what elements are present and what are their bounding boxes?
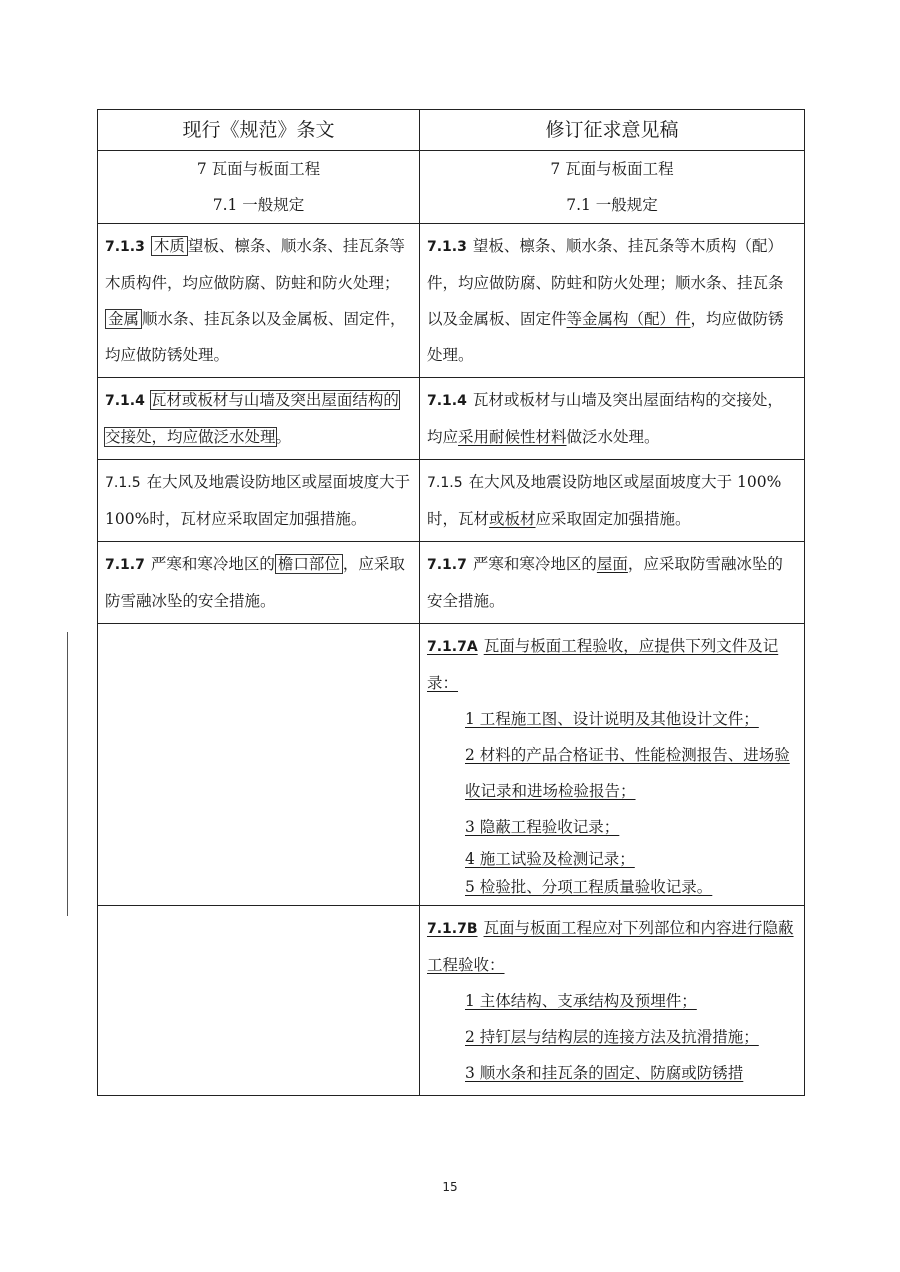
clause-row-7-1-4 bbox=[98, 378, 805, 460]
clause-text: ，应采取防雪融冰坠的安全措施。 bbox=[427, 555, 783, 610]
clause-7-1-3-revised bbox=[420, 224, 805, 378]
clause-text: 望板、檩条、顺水条、挂瓦条等木质构件，均应做防腐、防蛀和防火处理； bbox=[105, 237, 405, 292]
clause-7-1-4-current bbox=[98, 378, 420, 460]
clause-row-7-1-7 bbox=[98, 542, 805, 624]
clause-text: 严寒和寒冷地区的 bbox=[472, 555, 597, 573]
clause-number: 7.1.7A bbox=[427, 639, 478, 655]
clause-text: 。 bbox=[275, 428, 292, 446]
header-row bbox=[98, 110, 805, 151]
subsection-title-right: 7.1 一般规定 bbox=[566, 196, 658, 214]
boxed-text: 木质 bbox=[151, 236, 188, 256]
clause-7-1-3-current bbox=[98, 224, 420, 378]
boxed-text: 瓦材或板材与山墙及突出屋面结构的交接处，均应做泛水处理 bbox=[105, 391, 399, 446]
clause-number: 7.1.3 bbox=[427, 239, 467, 255]
clause-text: 顺水条、挂瓦条以及金属板、固定件，均应做防锈处理。 bbox=[105, 310, 406, 364]
clause-number: 7.1.5 bbox=[427, 475, 463, 491]
clause-row-7-1-5 bbox=[98, 460, 805, 542]
clause-intro: 瓦面与板面工程验收，应提供下列文件及记录： bbox=[427, 637, 779, 692]
clause-number: 7.1.4 bbox=[427, 393, 467, 409]
margin-change-bar bbox=[67, 632, 68, 916]
header-revised-draft: 修订征求意见稿 bbox=[420, 110, 805, 151]
clause-text: 在大风及地震设防地区或屋面坡度大于 100%时，瓦材 bbox=[427, 473, 782, 528]
list-item: 1 工程施工图、设计说明及其他设计文件； bbox=[465, 710, 759, 728]
clause-7-1-5-current bbox=[98, 460, 420, 542]
section-left bbox=[98, 151, 420, 224]
clause-7-1-7a-revised bbox=[420, 624, 805, 906]
section-right bbox=[420, 151, 805, 224]
list-item: 5 检验批、分项工程质量验收记录。 bbox=[465, 878, 713, 896]
underlined-revision: 或板材 bbox=[489, 510, 536, 528]
clause-text: 在大风及地震设防地区或屋面坡度大于 100%时，瓦材应采取固定加强措施。 bbox=[105, 473, 411, 528]
list-item: 3 顺水条和挂瓦条的固定、防腐或防锈措 bbox=[465, 1064, 744, 1082]
clause-7-1-7-current bbox=[98, 542, 420, 624]
clause-text: 瓦材或板材与山墙及突出屋面结构的交接处，均应 bbox=[427, 391, 783, 446]
list-item: 2 持钉层与结构层的连接方法及抗滑措施； bbox=[465, 1028, 759, 1046]
clause-text: 应采取固定加强措施。 bbox=[535, 510, 691, 528]
clause-row-7-1-3 bbox=[98, 224, 805, 378]
clause-text: ，均应做防锈处理。 bbox=[427, 310, 784, 364]
clause-7-1-7b-current-empty bbox=[98, 906, 420, 1096]
clause-number: 7.1.7 bbox=[105, 557, 145, 573]
clause-text: 做泛水处理。 bbox=[566, 428, 660, 446]
boxed-text: 檐口部位 bbox=[275, 554, 343, 574]
chapter-title-right: 7 瓦面与板面工程 bbox=[550, 160, 674, 178]
clause-7-1-7-revised bbox=[420, 542, 805, 624]
underlined-revision: 采用耐候性材料 bbox=[458, 428, 567, 446]
clause-text: 严寒和寒冷地区的 bbox=[150, 555, 275, 573]
clause-7-1-7b-revised bbox=[420, 906, 805, 1096]
list-item: 2 材料的产品合格证书、性能检测报告、进场验收记录和进场检验报告； bbox=[465, 746, 790, 800]
clause-intro: 瓦面与板面工程应对下列部位和内容进行隐蔽工程验收： bbox=[427, 919, 794, 974]
clause-number: 7.1.3 bbox=[105, 239, 145, 255]
comparison-table bbox=[97, 109, 805, 1096]
clause-7-1-5-revised bbox=[420, 460, 805, 542]
clause-text: 望板、檩条、顺水条、挂瓦条等木质构（配）件，均应做防腐、防蛀和防火处理；顺水条、挂瓦条以及金属板、固定件 bbox=[427, 237, 784, 328]
list-item: 1 主体结构、支承结构及预埋件； bbox=[465, 992, 697, 1010]
underlined-revision: 屋面 bbox=[596, 555, 628, 573]
clause-7-1-7a-current-empty bbox=[98, 624, 420, 906]
underlined-revision: 等金属构（配）件 bbox=[566, 310, 691, 328]
chapter-title-left: 7 瓦面与板面工程 bbox=[196, 160, 321, 178]
list-item: 4 施工试验及检测记录； bbox=[465, 850, 635, 868]
clause-number: 7.1.4 bbox=[105, 393, 145, 409]
clause-number: 7.1.7B bbox=[427, 921, 478, 937]
clause-7-1-4-revised bbox=[420, 378, 805, 460]
clause-number: 7.1.7 bbox=[427, 557, 467, 573]
clause-text: ，应采取防雪融冰坠的安全措施。 bbox=[105, 555, 405, 610]
clause-row-7-1-7b bbox=[98, 906, 805, 1096]
list-item: 3 隐蔽工程验收记录； bbox=[465, 818, 620, 836]
section-row bbox=[98, 151, 805, 224]
page-number: 15 bbox=[442, 1180, 458, 1194]
boxed-text: 金属 bbox=[105, 309, 142, 329]
clause-row-7-1-7a bbox=[98, 624, 805, 906]
clause-number: 7.1.5 bbox=[105, 475, 141, 491]
header-current-code: 现行《规范》条文 bbox=[98, 110, 420, 151]
subsection-title-left: 7.1 一般规定 bbox=[212, 196, 305, 214]
